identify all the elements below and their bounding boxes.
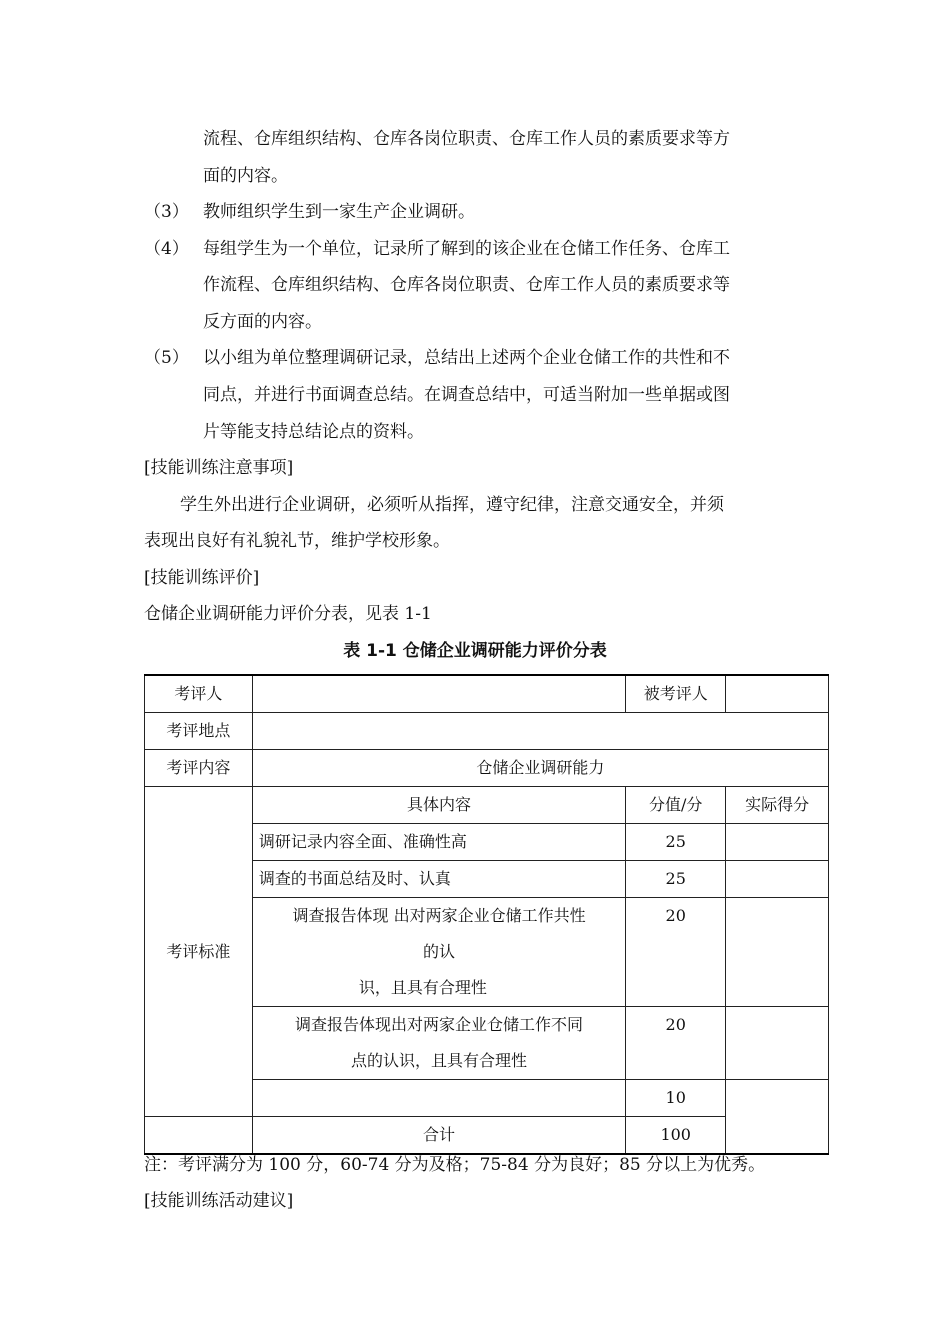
table-row bbox=[145, 750, 829, 787]
section-heading: [技能训练注意事项] bbox=[144, 458, 294, 478]
paragraph-line: 流程、仓库组织结构、仓库各岗位职责、仓库工作人员的素质要求等方 bbox=[203, 129, 730, 149]
criteria-detail-line: 调查报告体现 出对两家企业仓储工作共性 bbox=[292, 906, 586, 925]
table-footnote: 注：考评满分为 100 分，60-74 分为及格；75-84 分为良好；85 分以上为优秀。 bbox=[144, 1155, 766, 1175]
col-header-score: 分值/分 bbox=[626, 787, 726, 824]
paragraph-line: 表现出良好有礼貌礼节，维护学校形象。 bbox=[144, 531, 450, 551]
criteria-score: 25 bbox=[626, 824, 726, 861]
criteria-detail bbox=[252, 1080, 625, 1117]
list-item-text: 作流程、仓库组织结构、仓库各岗位职责、仓库工作人员的素质要求等 bbox=[203, 275, 730, 295]
list-number: （3） bbox=[144, 202, 189, 222]
paragraph-line: 仓储企业调研能力评价分表，见表 1-1 bbox=[144, 604, 432, 624]
criteria-actual bbox=[726, 824, 829, 861]
criteria-label: 考评标准 bbox=[145, 787, 253, 1117]
total-empty-cell bbox=[145, 1117, 253, 1155]
criteria-detail-line: 识，且具有合理性 bbox=[358, 978, 487, 997]
examinee-value bbox=[726, 675, 829, 713]
list-item-text: 教师组织学生到一家生产企业调研。 bbox=[203, 202, 475, 222]
criteria-score: 20 bbox=[626, 898, 726, 1007]
content-label: 考评内容 bbox=[145, 750, 253, 787]
criteria-detail-line: 的认 bbox=[423, 942, 456, 961]
list-item-text: 同点，并进行书面调查总结。在调查总结中，可适当附加一些单据或图 bbox=[203, 385, 730, 405]
location-value bbox=[252, 713, 828, 750]
criteria-actual bbox=[726, 898, 829, 1007]
total-score: 100 bbox=[626, 1117, 726, 1155]
list-item-text: 每组学生为一个单位，记录所了解到的该企业在仓储工作任务、仓库工 bbox=[203, 239, 730, 259]
total-label: 合计 bbox=[252, 1117, 625, 1155]
examinee-label: 被考评人 bbox=[626, 675, 726, 713]
table-row bbox=[145, 713, 829, 750]
examiner-value bbox=[252, 675, 625, 713]
criteria-actual bbox=[726, 861, 829, 898]
criteria-detail bbox=[252, 1007, 625, 1080]
col-header-actual: 实际得分 bbox=[726, 787, 829, 824]
paragraph-line: 学生外出进行企业调研，必须听从指挥，遵守纪律，注意交通安全，并须 bbox=[180, 495, 724, 515]
list-item-text: 以小组为单位整理调研记录，总结出上述两个企业仓储工作的共性和不 bbox=[203, 348, 730, 368]
criteria-detail bbox=[252, 898, 625, 1007]
evaluation-table bbox=[144, 674, 829, 1155]
table-row bbox=[145, 787, 829, 824]
section-heading: [技能训练评价] bbox=[144, 568, 260, 588]
table-row bbox=[145, 675, 829, 713]
list-number: （5） bbox=[144, 348, 189, 368]
table-caption: 表 1-1 仓储企业调研能力评价分表 bbox=[343, 641, 607, 661]
section-heading: [技能训练活动建议] bbox=[144, 1191, 294, 1211]
criteria-detail: 调查的书面总结及时、认真 bbox=[252, 861, 625, 898]
content-value: 仓储企业调研能力 bbox=[252, 750, 828, 787]
list-item-text: 片等能支持总结论点的资料。 bbox=[203, 422, 424, 442]
list-number: （4） bbox=[144, 239, 189, 259]
criteria-detail-line: 调查报告体现出对两家企业仓储工作不同 bbox=[295, 1015, 584, 1034]
criteria-actual bbox=[726, 1007, 829, 1080]
location-label: 考评地点 bbox=[145, 713, 253, 750]
criteria-score: 25 bbox=[626, 861, 726, 898]
criteria-detail-line: 点的认识，且具有合理性 bbox=[351, 1051, 528, 1070]
list-item-text: 反方面的内容。 bbox=[203, 312, 322, 332]
paragraph-line: 面的内容。 bbox=[203, 166, 288, 186]
criteria-actual bbox=[726, 1080, 829, 1155]
criteria-score: 20 bbox=[626, 1007, 726, 1080]
examiner-label: 考评人 bbox=[145, 675, 253, 713]
col-header-detail: 具体内容 bbox=[252, 787, 625, 824]
criteria-score: 10 bbox=[626, 1080, 726, 1117]
criteria-detail: 调研记录内容全面、准确性高 bbox=[252, 824, 625, 861]
